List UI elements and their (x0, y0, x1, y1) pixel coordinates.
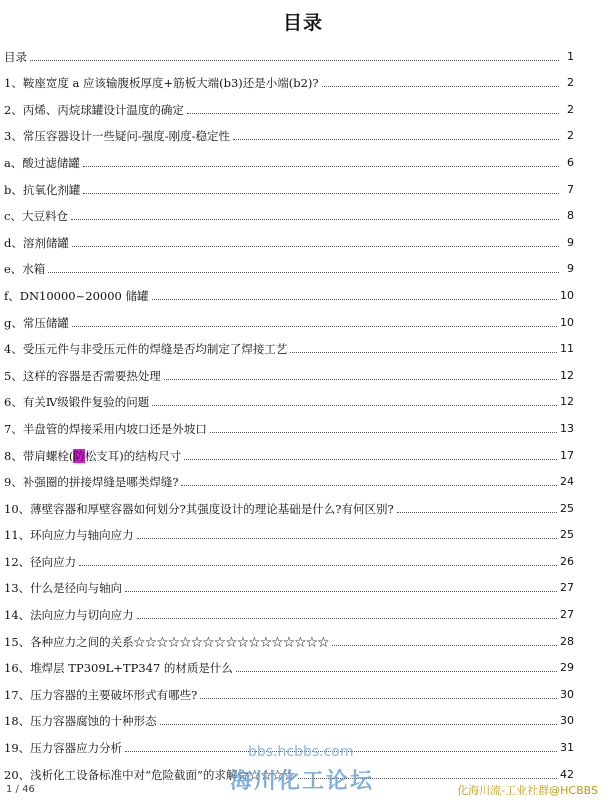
toc-entry-page-number: 25 (560, 501, 574, 515)
dot-leader (164, 379, 557, 380)
toc-entry[interactable] (4, 654, 574, 681)
watermark-forum-name: 海川化工论坛 (230, 769, 375, 794)
toc-entry[interactable] (4, 255, 574, 282)
toc-entry[interactable] (4, 574, 574, 601)
toc-entry-title: 17、压力容器的主要破坏形式有哪些? (4, 687, 198, 702)
dot-leader (181, 485, 557, 486)
toc-entry-title-part: 8、带肩螺栓( (4, 448, 74, 463)
dot-leader (397, 512, 557, 513)
dot-leader (290, 352, 557, 353)
toc-entry-title: 20、浅析化工设备标准中对“危险截面”的求解☆☆☆☆☆ (4, 767, 295, 782)
toc-entry[interactable] (4, 335, 574, 362)
dot-leader (200, 698, 557, 699)
toc-entry-title-part: 松支耳)的结构尺寸 (84, 448, 182, 463)
toc-entry[interactable] (4, 228, 574, 255)
dot-leader (79, 565, 557, 566)
toc-entry[interactable] (4, 95, 574, 122)
toc-entry-page-number: 30 (560, 687, 574, 701)
dot-leader (152, 299, 558, 300)
toc-entry[interactable] (4, 361, 574, 388)
toc-entry-page-number: 10 (560, 288, 574, 302)
watermark-corner: 化海川流-工业社群@HCBBS (457, 784, 598, 797)
toc-entry[interactable] (4, 308, 574, 335)
dot-leader (152, 405, 557, 406)
toc-entry-title: a、酸过滤储罐 (4, 155, 80, 170)
toc-entry[interactable] (4, 414, 574, 441)
toc-entry-page-number: 10 (560, 315, 574, 329)
toc-entry[interactable] (4, 441, 574, 468)
toc-entry-title: d、溶剂储罐 (4, 235, 69, 250)
toc-entry-page-number: 28 (560, 634, 574, 648)
toc-entry[interactable] (4, 494, 574, 521)
toc-entry[interactable] (4, 627, 574, 654)
dot-leader (233, 139, 559, 140)
toc-entry[interactable] (4, 175, 574, 202)
dot-leader (72, 246, 559, 247)
toc-entry-page-number: 2 (567, 76, 574, 90)
dot-leader (137, 618, 557, 619)
highlighted-text: 防 (73, 448, 85, 463)
dot-leader (71, 219, 559, 220)
toc-entry-title: 1、鞍座宽度 a 应该输腹板厚度+筋板大端(b3)还是小端(b2)? (4, 76, 319, 91)
dot-leader (332, 645, 557, 646)
toc-entry-title: 15、各种应力之间的关系☆☆☆☆☆☆☆☆☆☆☆☆☆☆☆☆☆ (4, 634, 330, 649)
page-counter: 1 / 46 (6, 784, 35, 795)
toc-entry-page-number: 29 (560, 661, 574, 675)
toc-entry[interactable] (4, 388, 574, 415)
page-title: 目录 (282, 12, 323, 34)
dot-leader (160, 724, 557, 725)
toc-entry[interactable] (4, 547, 574, 574)
toc-entry-page-number: 24 (560, 475, 574, 489)
toc-entry-page-number: 13 (560, 421, 574, 435)
toc-entry[interactable] (4, 600, 574, 627)
dot-leader (137, 538, 557, 539)
toc-entry-page-number: 6 (567, 155, 574, 169)
toc-entry[interactable] (4, 42, 574, 69)
toc-entry-title: 12、径向应力 (4, 554, 77, 569)
dot-leader (83, 166, 559, 167)
toc-entry-title: 14、法向应力与切向应力 (4, 608, 134, 623)
toc-entry-page-number: 2 (567, 102, 574, 116)
dot-leader (322, 86, 559, 87)
toc-entry-title: 9、补强圈的拼接焊缝是哪类焊缝? (4, 475, 179, 490)
toc-entry[interactable] (4, 680, 574, 707)
toc-entry[interactable] (4, 69, 574, 96)
toc-entry-title: 2、丙烯、丙烷球罐设计温度的确定 (4, 102, 184, 117)
dot-leader (187, 113, 559, 114)
toc-entry[interactable] (4, 281, 574, 308)
toc-entry-page-number: 27 (560, 608, 574, 622)
toc-entry-title (4, 449, 181, 463)
dot-leader (236, 671, 557, 672)
toc-entry[interactable] (4, 148, 574, 175)
dot-leader (48, 272, 559, 273)
toc-entry[interactable] (4, 202, 574, 229)
toc-entry[interactable] (4, 468, 574, 495)
toc-entry-page-number: 25 (560, 528, 574, 542)
toc-entry-page-number: 8 (567, 209, 574, 223)
dot-leader (210, 432, 557, 433)
toc-entry-page-number: 42 (560, 767, 574, 781)
toc-entry-page-number: 7 (567, 182, 574, 196)
toc-entry-title: 5、这样的容器是否需要热处理 (4, 368, 161, 383)
toc-entry-page-number: 12 (560, 368, 574, 382)
toc-entry-title: 7、半盘管的焊接采用内坡口还是外坡口 (4, 421, 207, 436)
toc-entry-page-number: 17 (560, 448, 574, 462)
toc-entry-title: 16、堆焊层 TP309L+TP347 的材质是什么 (4, 661, 233, 676)
toc-entry-title: g、常压储罐 (4, 315, 69, 330)
toc-entry-page-number: 27 (560, 581, 574, 595)
toc-entry-page-number: 9 (567, 262, 574, 276)
toc-entry-page-number: 11 (560, 342, 574, 356)
toc-entry[interactable] (4, 521, 574, 548)
toc-entry-title: 目录 (4, 49, 27, 64)
toc-entry-title: b、抗氧化剂罐 (4, 182, 81, 197)
dot-leader (184, 459, 557, 460)
toc-entry-title: 13、什么是径向与轴向 (4, 581, 123, 596)
watermark-url: bbs.hcbbs.com (248, 744, 354, 760)
toc-entry-title: 19、压力容器应力分析 (4, 741, 123, 756)
table-of-contents (4, 42, 574, 787)
toc-entry-title: 4、受压元件与非受压元件的焊缝是否均制定了焊接工艺 (4, 342, 288, 357)
dot-leader (72, 326, 557, 327)
dot-leader (83, 193, 559, 194)
toc-entry[interactable] (4, 122, 574, 149)
toc-entry-title: 11、环向应力与轴向应力 (4, 528, 134, 543)
toc-entry-title: 18、压力容器腐蚀的十种形态 (4, 714, 157, 729)
dot-leader (30, 60, 559, 61)
toc-entry-title: e、水箱 (4, 262, 46, 277)
toc-entry-title: 10、薄壁容器和厚壁容器如何划分?其强度设计的理论基础是什么?有何区别? (4, 501, 394, 516)
toc-entry-page-number: 26 (560, 554, 574, 568)
toc-entry-title: f、DN10000~20000 储罐 (4, 288, 149, 303)
toc-entry-page-number: 30 (560, 714, 574, 728)
toc-entry-title: c、大豆料仓 (4, 209, 68, 224)
toc-entry-page-number: 1 (567, 49, 574, 63)
toc-entry-page-number: 2 (567, 129, 574, 143)
toc-entry-page-number: 12 (560, 395, 574, 409)
toc-entry[interactable] (4, 707, 574, 734)
dot-leader (125, 591, 557, 592)
toc-entry-title: 6、有关Ⅳ级锻件复验的问题 (4, 395, 150, 410)
toc-entry-page-number: 9 (567, 235, 574, 249)
toc-entry-page-number: 31 (560, 741, 574, 755)
toc-entry-title: 3、常压容器设计一些疑问-强度-刚度-稳定性 (4, 129, 230, 144)
